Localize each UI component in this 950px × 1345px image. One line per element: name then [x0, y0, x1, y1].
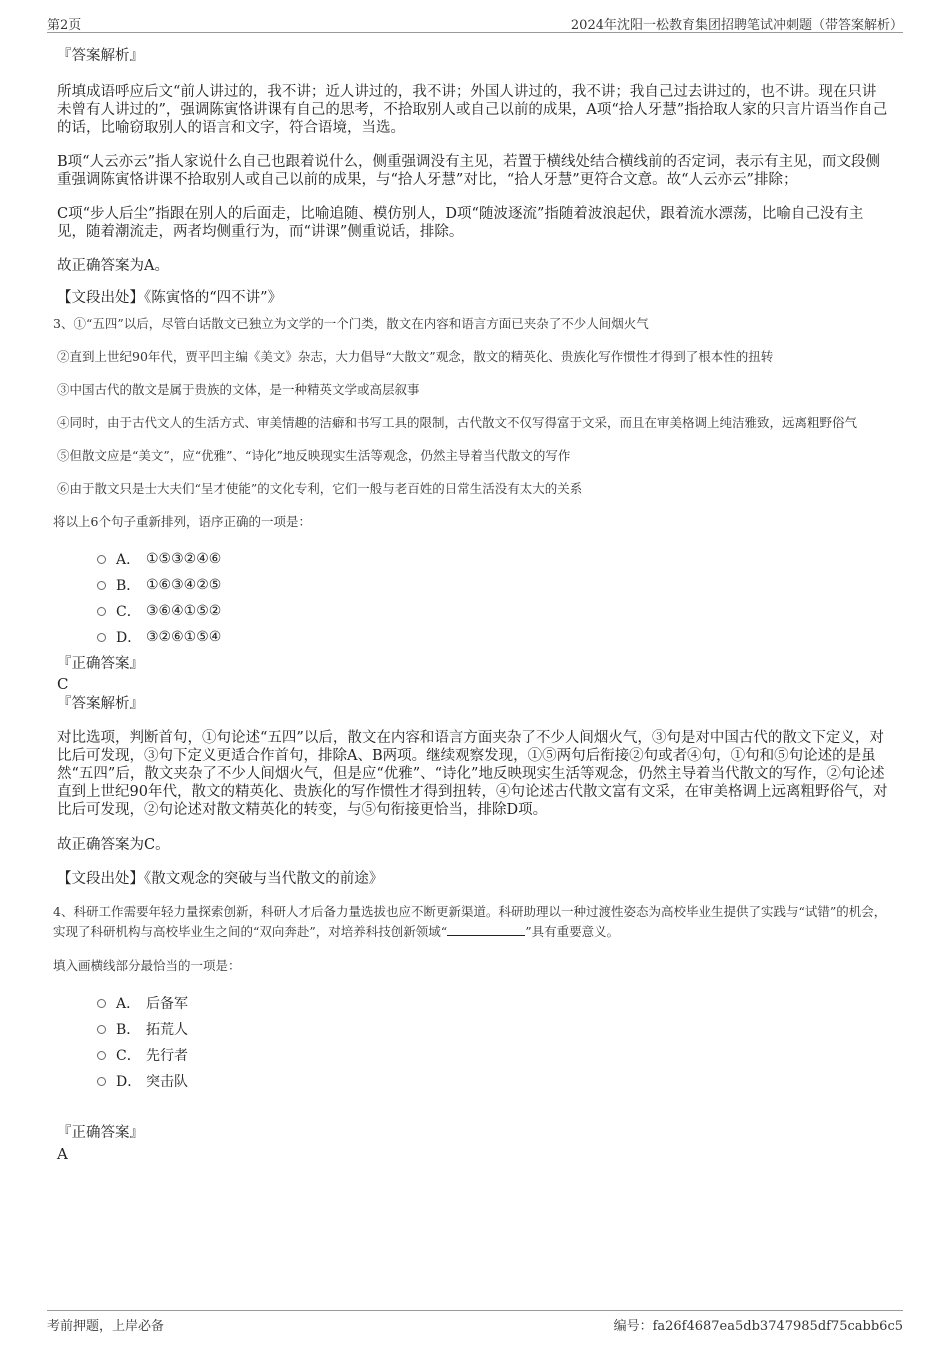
q3-sentence-2: ②直到上世纪90年代，贾平凹主编《美文》杂志，大力倡导“大散文”观念，散文的精英化、贵族化写作惯性才得到了根本性的扭转: [57, 349, 774, 364]
q4-option-d[interactable]: [97, 1068, 888, 1094]
q4-option-b[interactable]: [97, 1016, 888, 1042]
q2-analysis-label: 『答案解析』: [57, 48, 144, 64]
q4-correct-label: 『正确答案』: [57, 1125, 144, 1141]
q3-source: 【文段出处】《散文观念的突破与当代散文的前途》: [57, 871, 384, 887]
option-key: B．: [116, 1022, 141, 1038]
q4-prompt: 填入画横线部分最恰当的一项是：: [53, 958, 241, 973]
option-text: ③②⑥①⑤④: [146, 629, 222, 645]
q3-analysis-label: 『答案解析』: [57, 696, 144, 712]
q2-conclusion: 故正确答案为A。: [57, 258, 169, 274]
q3-analysis: 对比选项，判断首句，①句论述“五四”以后，散文在内容和语言方面夹杂了不少人间烟火气，③句是对中国古代的散文下定义，对比后可发现，③句下定义更适合作首句，排除A、B两项。继续观察发现，①⑤两句后衔接②句或者④句，①句和⑤句论述的是虽然“五四”后，散文夹杂了不少人间烟火气，但是应“优雅”、“诗化”地反映现实生活等观念，仍然主导着当代散文的写作，②句论述直到上世纪90年代，散文的精英化、贵族化的写作惯性才得到扭转，④句论述古代散文富有文采，在审美格调上远离粗野俗气，对比后可发现，②句论述对散文精英化的转变，与⑤句衔接更恰当，排除D项。: [57, 730, 888, 818]
option-text: 后备军: [146, 996, 188, 1012]
radio-icon[interactable]: [97, 555, 106, 564]
question-4: [53, 902, 888, 1163]
radio-icon[interactable]: [97, 1077, 106, 1086]
option-text: 先行者: [146, 1048, 188, 1064]
option-text: ①⑤③②④⑥: [146, 551, 222, 567]
q3-option-c[interactable]: [97, 598, 888, 624]
q2-analysis-para-3: C项“步人后尘”指跟在别人的后面走，比喻追随、模仿别人，D项“随波逐流”指随着波浪起伏，跟着流水漂荡，比喻自己没有主见，随着潮流走，两者均侧重行为，而“讲课”侧重说话，排除。: [57, 206, 864, 240]
radio-icon[interactable]: [97, 581, 106, 590]
q2-source: 【文段出处】《陈寅恪的“四不讲”》: [57, 290, 283, 306]
option-key: C．: [116, 1048, 141, 1064]
q3-option-d[interactable]: [97, 624, 888, 650]
option-key: A．: [116, 996, 141, 1012]
q3-sentence-1: 3、①“五四”以后，尽管白话散文已独立为文学的一个门类，散文在内容和语言方面已夹杂了不少人间烟火气: [53, 316, 649, 331]
q4-option-c[interactable]: [97, 1042, 888, 1068]
option-key: B．: [116, 578, 141, 594]
footer-slogan: 考前押题，上岸必备: [47, 1319, 165, 1334]
q3-conclusion: 故正确答案为C。: [57, 837, 170, 853]
page-number: 第2页: [47, 18, 82, 33]
radio-icon[interactable]: [97, 1051, 106, 1060]
q4-stem-before: 4、科研工作需要年轻力量探索创新，科研人才后备力量选拔也应不断更新渠道。科研助理以一种过渡性姿态为高校毕业生提供了实践与“试错”的机会，实现了科研机构与高校毕业生之间的“双向奔赴”，对培养科技创新领域“: [53, 904, 887, 939]
option-text: 突击队: [146, 1074, 188, 1090]
fill-blank: [447, 923, 525, 936]
q3-sentence-3: ③中国古代的散文是属于贵族的文体，是一种精英文学或高层叙事: [57, 382, 420, 397]
option-text: 拓荒人: [146, 1022, 188, 1038]
page-header: [47, 12, 903, 33]
document-title: 2024年沈阳一松教育集团招聘笔试冲刺题（带答案解析）: [570, 18, 903, 33]
option-text: ①⑥③④②⑤: [146, 577, 222, 593]
q4-stem: [53, 902, 888, 942]
q4-stem-after: ”具有重要意义。: [525, 924, 620, 939]
q4-correct-answer: A: [57, 1145, 68, 1163]
page-content: [53, 40, 888, 1163]
q2-analysis-para-1: 所填成语呼应后文“前人讲过的，我不讲；近人讲过的，我不讲；外国人讲过的，我不讲；我自己过去讲过的，也不讲。现在只讲未曾有人讲过的”，强调陈寅恪讲课有自己的思考，不拾取别人或自己以前的成果，A项“拾人牙慧”指拾取人家的只言片语当作自己的话，比喻窃取别人的语言和文字，符合语境，当选。: [57, 84, 888, 136]
option-key: D．: [116, 630, 142, 646]
page-footer: [47, 1310, 903, 1335]
q3-correct-answer: C: [57, 675, 69, 693]
q3-options: [97, 546, 888, 650]
radio-icon[interactable]: [97, 607, 106, 616]
option-key: D．: [116, 1074, 142, 1090]
q3-correct-label: 『正确答案』: [57, 656, 144, 672]
q2-analysis-para-2: B项“人云亦云”指人家说什么自己也跟着说什么，侧重强调没有主见，若置于横线处结合横线前的否定词，表示有主见，而文段侧重强调陈寅恪讲课不拾取别人或自己以前的成果，与“拾人牙慧”对比，“拾人牙慧”更符合文意。故“人云亦云”排除；: [57, 154, 880, 188]
question-3: [53, 314, 888, 888]
q3-prompt: 将以上6个句子重新排列，语序正确的一项是：: [53, 514, 311, 529]
option-key: A．: [116, 552, 141, 568]
q3-option-b[interactable]: [97, 572, 888, 598]
q4-option-a[interactable]: [97, 990, 888, 1016]
q3-sentence-5: ⑤但散文应是“美文”，应“优雅”、“诗化”地反映现实生活等观念，仍然主导着当代散文的写作: [57, 448, 571, 463]
q3-sentence-4: ④同时，由于古代文人的生活方式、审美情趣的洁癖和书写工具的限制，古代散文不仅写得富于文采，而且在审美格调上纯洁雅致，远离粗野俗气: [57, 415, 858, 430]
q4-options: [97, 990, 888, 1094]
radio-icon[interactable]: [97, 999, 106, 1008]
q3-option-a[interactable]: [97, 546, 888, 572]
q3-sentence-6: ⑥由于散文只是士大夫们“呈才使能”的文化专利，它们一般与老百姓的日常生活没有太大的关系: [57, 481, 583, 496]
radio-icon[interactable]: [97, 633, 106, 642]
option-text: ③⑥④①⑤②: [146, 603, 222, 619]
document-id: 编号：fa26f4687ea5db3747985df75cabb6c5: [613, 1319, 903, 1334]
radio-icon[interactable]: [97, 1025, 106, 1034]
option-key: C．: [116, 604, 141, 620]
